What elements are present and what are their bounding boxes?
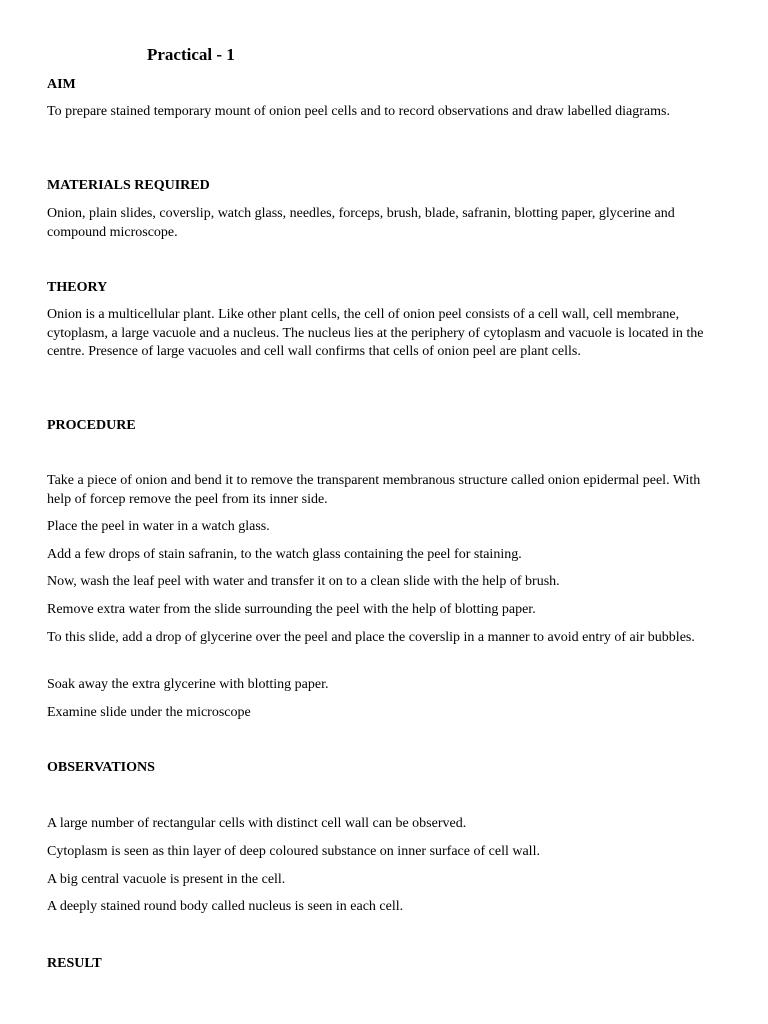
procedure-step: To this slide, add a drop of glycerine over the peel and place the coverslip in a manner to avoid entry of air bubbles. bbox=[47, 630, 695, 645]
procedure-step: Soak away the extra glycerine with blotting paper. bbox=[47, 677, 329, 692]
observations-heading: OBSERVATIONS bbox=[47, 760, 155, 775]
aim-heading: AIM bbox=[47, 77, 76, 92]
observation-item: A deeply stained round body called nucleus is seen in each cell. bbox=[47, 899, 404, 914]
procedure-step: Examine slide under the microscope bbox=[47, 705, 251, 720]
observation-item: Cytoplasm is seen as thin layer of deep coloured substance on inner surface of cell wall. bbox=[47, 844, 540, 859]
procedure-step: Place the peel in water in a watch glass. bbox=[47, 519, 270, 534]
materials-text: Onion, plain slides, coverslip, watch glass, needles, forceps, brush, blade, safranin, blotting paper, glycerine and compound microscope. bbox=[47, 206, 675, 240]
materials-heading: MATERIALS REQUIRED bbox=[47, 178, 210, 193]
result-heading: RESULT bbox=[47, 956, 102, 971]
observation-item: A large number of rectangular cells with distinct cell wall can be observed. bbox=[47, 816, 467, 831]
theory-text: Onion is a multicellular plant. Like other plant cells, the cell of onion peel consists of a cell wall, cell membrane, cytoplasm, a large vacuole and a nucleus. The nucleus lies at the periphery of cytoplasm and vacuole is located in the centre. Presence of large vacuoles and cell wall confirms that cells of onion peel are plant cells. bbox=[47, 307, 704, 359]
procedure-step: Now, wash the leaf peel with water and transfer it on to a clean slide with the help of brush. bbox=[47, 574, 560, 589]
procedure-step: Take a piece of onion and bend it to remove the transparent membranous structure called onion epidermal peel. With help of forcep remove the peel from its inner side. bbox=[47, 473, 701, 507]
aim-text: To prepare stained temporary mount of onion peel cells and to record observations and draw labelled diagrams. bbox=[47, 104, 670, 119]
procedure-step: Add a few drops of stain safranin, to the watch glass containing the peel for staining. bbox=[47, 547, 522, 562]
page-title: Practical - 1 bbox=[147, 45, 235, 64]
theory-heading: THEORY bbox=[47, 280, 108, 295]
procedure-heading: PROCEDURE bbox=[47, 418, 136, 433]
procedure-step: Remove extra water from the slide surrounding the peel with the help of blotting paper. bbox=[47, 602, 536, 617]
observation-item: A big central vacuole is present in the cell. bbox=[47, 872, 286, 887]
